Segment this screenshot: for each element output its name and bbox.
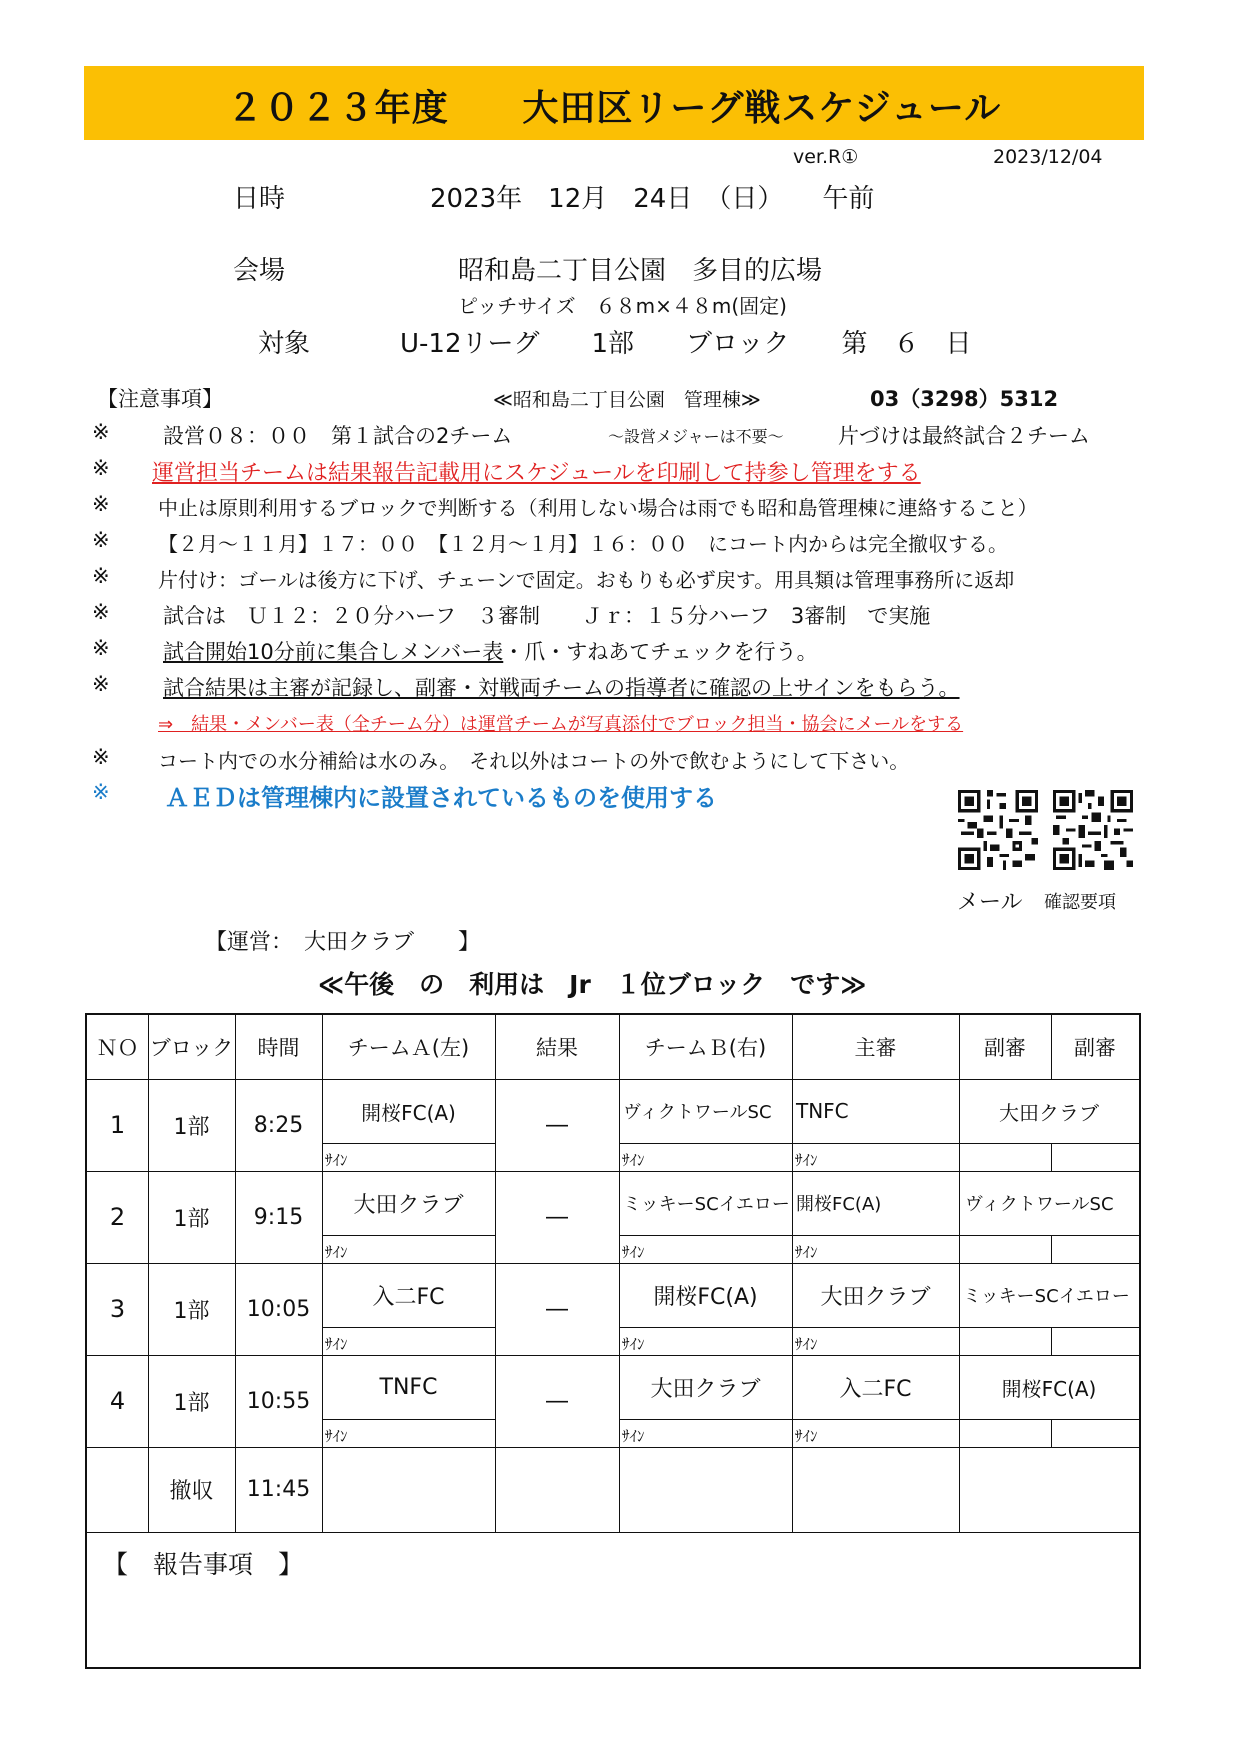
note-result-mail: ⇒ 結果・メンバー表（全チーム分）は運営チームが写真添付でブロック担当・協会にメールをする bbox=[158, 714, 964, 735]
page-title bbox=[84, 80, 1144, 131]
sign-label: ｻｲﾝ bbox=[795, 1335, 818, 1353]
result-dash: ― bbox=[546, 1204, 568, 1230]
note-cleanup-teams: 片づけは最終試合２チーム bbox=[838, 424, 1090, 448]
note-gather-check: ・爪・すねあてチェックを行う。 bbox=[503, 640, 818, 664]
team-a: 大田クラブ bbox=[353, 1192, 464, 1218]
header-block: ブロック bbox=[149, 1036, 234, 1060]
note-mark: ※ bbox=[92, 636, 110, 660]
note-aed: ＡＥＤは管理棟内に設置されているものを使用する bbox=[165, 784, 717, 812]
contact-place: ≪昭和島二丁目公園 管理棟≫ bbox=[493, 389, 761, 411]
header-assistant-2: 副審 bbox=[1074, 1036, 1116, 1060]
match-no: 2 bbox=[109, 1203, 126, 1231]
result-dash: ― bbox=[546, 1112, 568, 1138]
assistant-referee: ヴィクトワールSC bbox=[965, 1194, 1114, 1215]
team-a: 入二FC bbox=[372, 1284, 445, 1310]
note-cancel: 中止は原則利用するブロックで判断する（利用しない場合は雨でも昭和島管理棟に連絡すること） bbox=[158, 496, 1038, 520]
operation-team: 【運営： 大田クラブ 】 bbox=[205, 930, 481, 955]
sign-label: ｻｲﾝ bbox=[622, 1335, 645, 1353]
team-b: 開桜FC(A) bbox=[653, 1284, 758, 1310]
assistant-referee: ミッキーSCイエロー bbox=[963, 1286, 1130, 1307]
afternoon-notice: ≪午後 の 利用は Jr １位ブロック です≫ bbox=[318, 970, 867, 999]
venue-value: 昭和島二丁目公園 多目的広場 bbox=[458, 256, 823, 286]
note-print-schedule: 運営担当チームは結果報告記載用にスケジュールを印刷して持参し管理をする bbox=[152, 461, 921, 486]
note-mark: ※ bbox=[92, 600, 110, 624]
sign-label: ｻｲﾝ bbox=[795, 1151, 818, 1169]
mail-qr-code[interactable] bbox=[958, 790, 1038, 870]
match-no: 3 bbox=[109, 1295, 126, 1323]
sign-label: ｻｲﾝ bbox=[325, 1335, 348, 1353]
note-gather: 試合開始10分前に集合しメンバー表 bbox=[163, 640, 504, 664]
team-b: ミッキーSCイエロー bbox=[623, 1194, 790, 1215]
match-block: 1部 bbox=[173, 1114, 210, 1140]
cleanup-time: 11:45 bbox=[246, 1477, 311, 1502]
sign-label: ｻｲﾝ bbox=[325, 1151, 348, 1169]
sign-label: ｻｲﾝ bbox=[325, 1427, 348, 1445]
result-dash: ― bbox=[546, 1296, 568, 1322]
contact-phone: 03（3298）5312 bbox=[870, 387, 1059, 411]
venue-label: 会場 bbox=[233, 256, 286, 286]
note-mark: ※ bbox=[92, 564, 110, 588]
cleanup-label: 撤収 bbox=[169, 1479, 214, 1504]
note-mark: ※ bbox=[92, 456, 110, 480]
sign-label: ｻｲﾝ bbox=[325, 1243, 348, 1261]
team-a: TNFC bbox=[379, 1374, 438, 1400]
match-block: 1部 bbox=[173, 1390, 210, 1416]
target-label: 対象 bbox=[258, 329, 311, 359]
version-label: ver.R① bbox=[793, 146, 859, 168]
note-setup: 設営０８：００ 第１試合の2チーム bbox=[163, 424, 513, 448]
note-mark: ※ bbox=[92, 672, 110, 696]
match-no: 1 bbox=[109, 1111, 126, 1139]
referee: 入二FC bbox=[839, 1376, 912, 1402]
assistant-referee: 大田クラブ bbox=[999, 1100, 1099, 1125]
match-block: 1部 bbox=[173, 1206, 210, 1232]
date-label: 日時 bbox=[233, 184, 286, 214]
header-assistant-1: 副審 bbox=[984, 1036, 1026, 1060]
match-time: 9:15 bbox=[253, 1204, 304, 1230]
header-time: 時間 bbox=[257, 1036, 300, 1060]
guideline-qr-code[interactable] bbox=[1053, 790, 1133, 870]
header-team-b: チームＢ(右) bbox=[644, 1036, 767, 1060]
match-block: 1部 bbox=[173, 1298, 210, 1324]
target-value: U-12リーグ 1部 ブロック 第 ６ 日 bbox=[400, 329, 972, 359]
header-no: ＮＯ bbox=[96, 1036, 139, 1060]
note-mark: ※ bbox=[92, 528, 110, 552]
sign-label: ｻｲﾝ bbox=[622, 1243, 645, 1261]
note-mark: ※ bbox=[92, 420, 110, 444]
referee: TNFC bbox=[796, 1099, 849, 1123]
sign-label: ｻｲﾝ bbox=[795, 1427, 818, 1445]
team-b: 大田クラブ bbox=[650, 1376, 761, 1402]
pitch-size: ピッチサイズ ６８m×４８m(固定) bbox=[458, 294, 787, 318]
assistant-referee: 開桜FC(A) bbox=[1001, 1376, 1097, 1401]
note-match-format: 試合は Ｕ１２：２０分ハーフ ３審制 Ｊｒ：１５分ハーフ 3審制 で実施 bbox=[163, 604, 931, 628]
team-b: ヴィクトワールSC bbox=[623, 1102, 772, 1123]
referee: 開桜FC(A) bbox=[796, 1194, 882, 1215]
issue-date: 2023/12/04 bbox=[993, 146, 1103, 168]
title-banner bbox=[84, 66, 1144, 140]
header-result: 結果 bbox=[536, 1036, 578, 1060]
note-result-record: 試合結果は主審が記録し、副審・対戦両チームの指導者に確認の上サインをもらう。 bbox=[163, 676, 960, 700]
report-heading: 【 報告事項 】 bbox=[103, 1550, 304, 1579]
mail-qr-label: メール bbox=[957, 890, 1023, 915]
header-referee: 主審 bbox=[854, 1036, 897, 1060]
header-team-a: チームＡ(左) bbox=[347, 1036, 470, 1060]
sign-label: ｻｲﾝ bbox=[622, 1427, 645, 1445]
sign-label: ｻｲﾝ bbox=[622, 1151, 645, 1169]
note-water: コート内での水分補給は水のみ。 それ以外はコートの外で飲むようにして下さい。 bbox=[158, 749, 910, 773]
match-time: 10:55 bbox=[246, 1388, 311, 1414]
note-setup-measure: 〜設営メジャーは不要〜 bbox=[608, 427, 784, 446]
date-value: 2023年 12月 24日 （日） 午前 bbox=[430, 184, 875, 214]
league-title: 大田区リーグ戦スケジュール bbox=[522, 88, 1002, 129]
match-time: 10:05 bbox=[246, 1296, 311, 1322]
year-title: ２０２３年度 bbox=[226, 88, 449, 129]
sign-label: ｻｲﾝ bbox=[795, 1243, 818, 1261]
note-mark: ※ bbox=[92, 780, 110, 804]
notice-heading: 【注意事項】 bbox=[97, 387, 223, 411]
note-mark: ※ bbox=[92, 492, 110, 516]
note-mark: ※ bbox=[92, 745, 110, 769]
note-goal-cleanup: 片付け：ゴールは後方に下げ、チェーンで固定。おもりも必ず戻す。用具類は管理事務所に返却 bbox=[158, 568, 1015, 592]
guideline-qr-label: 確認要項 bbox=[1044, 892, 1116, 913]
result-dash: ― bbox=[546, 1388, 568, 1414]
referee: 大田クラブ bbox=[820, 1284, 931, 1310]
note-withdraw-time: 【２月〜１１月】１７：００ 【１２月〜１月】１６：００ にコート内からは完全撤収する。 bbox=[158, 532, 1008, 556]
match-time: 8:25 bbox=[253, 1112, 304, 1138]
schedule-table bbox=[85, 1013, 1141, 1669]
team-a: 開桜FC(A) bbox=[361, 1100, 456, 1125]
match-no: 4 bbox=[109, 1387, 126, 1415]
